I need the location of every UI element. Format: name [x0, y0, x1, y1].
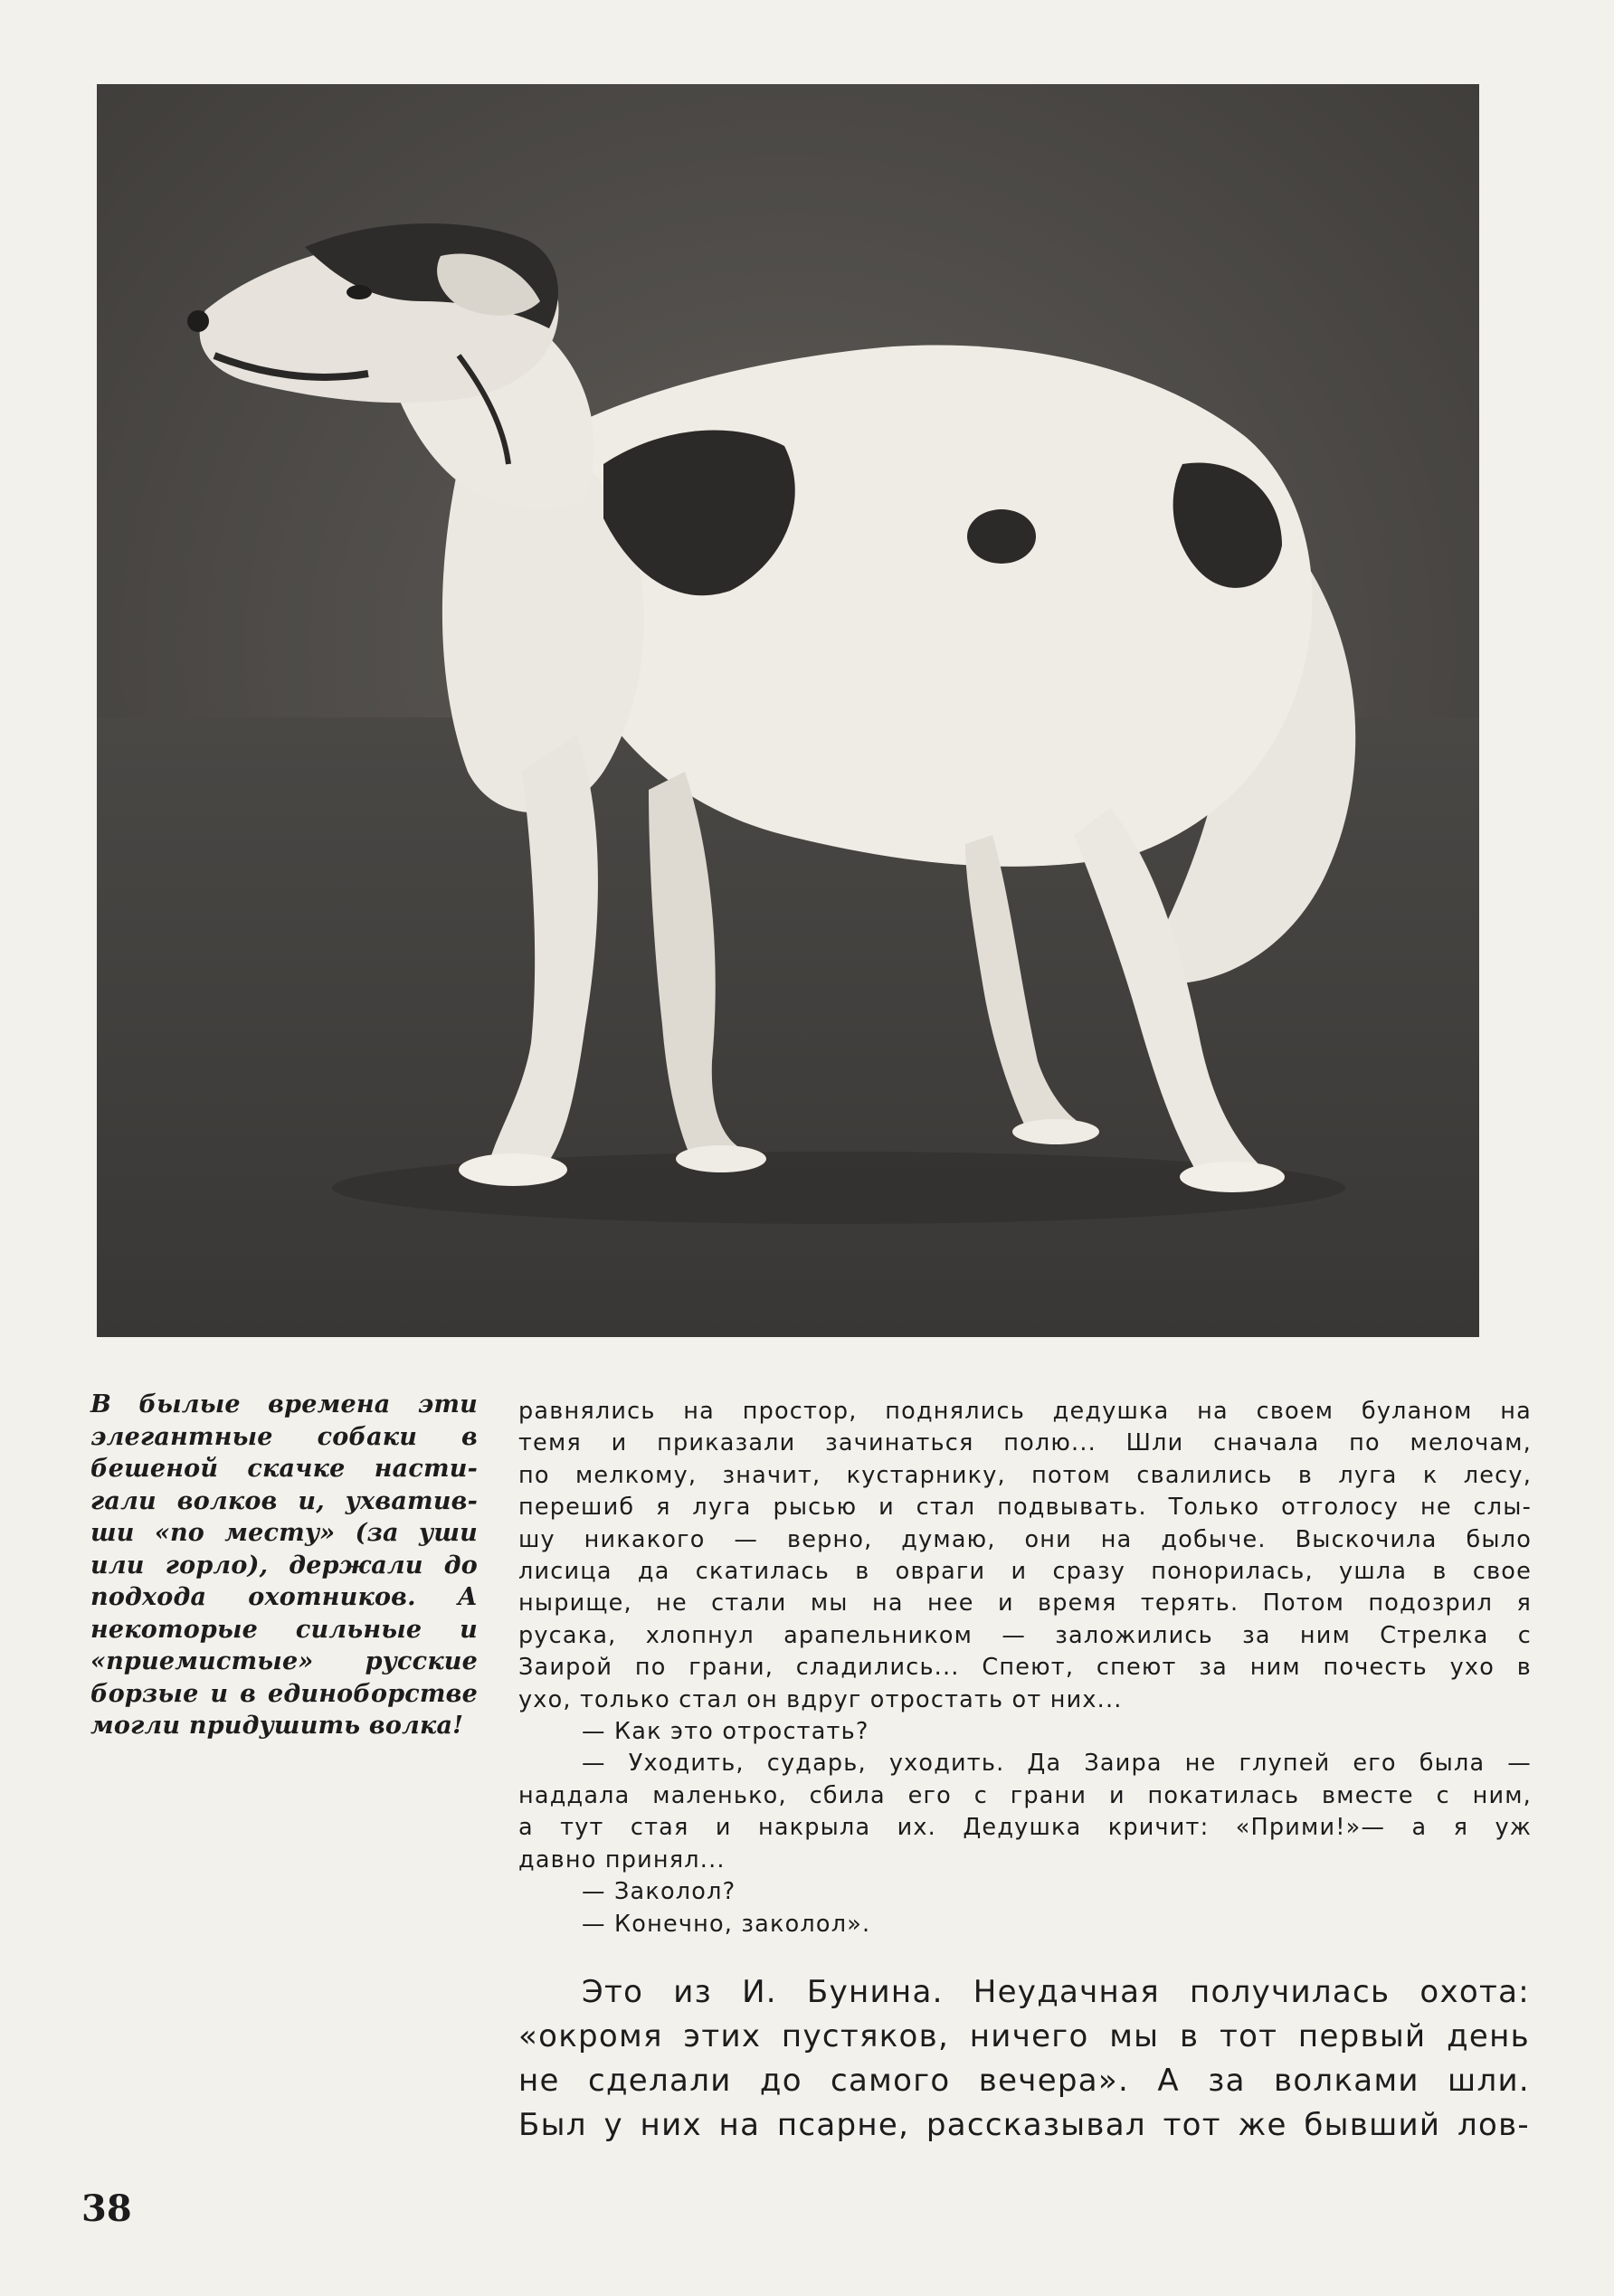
- text-line: Заирой по грани, сладились... Спеют, спеют за ним почесть ухо в: [518, 1654, 1532, 1682]
- page-number: 38: [81, 2187, 132, 2230]
- text-line: перешиб я луга рысью и стал подвывать. Только отголосу не слы-: [518, 1494, 1532, 1522]
- text-line: равнялись на простор, поднялись дедушка на своем буланом на: [518, 1398, 1532, 1425]
- dialogue-line: — Как это отростать?: [582, 1718, 869, 1746]
- borzoi-dog-image: [97, 84, 1479, 1337]
- text-line: темя и приказали зачинаться полю... Шли сначала по мелочам,: [518, 1429, 1532, 1457]
- caption-line: подхода охотников. А: [90, 1583, 478, 1611]
- caption-line: могли придушить волка!: [90, 1712, 464, 1740]
- borzoi-photo: [97, 84, 1479, 1337]
- dialogue-line: — Заколол?: [582, 1878, 736, 1906]
- text-line: лисица да скатилась в овраги и сразу понорилась, ушла в свое: [518, 1558, 1532, 1586]
- caption-line: борзые и в единоборстве: [90, 1679, 478, 1708]
- dialogue-line: — Конечно, заколол».: [582, 1910, 871, 1938]
- photo-caption: [90, 1389, 478, 1742]
- text-line: Это из И. Бунина. Неудачная получилась охота:: [582, 1974, 1530, 2010]
- text-line: по мелкому, значит, кустарнику, потом свалились в луга к лесу,: [518, 1461, 1532, 1489]
- caption-line: В былые времена эти: [90, 1390, 478, 1418]
- caption-line: некоторые сильные и: [90, 1615, 478, 1644]
- text-line: не сделали до самого вечера». А за волками шли.: [518, 2063, 1530, 2099]
- text-line: ухо, только стал он вдруг отростать от них...: [518, 1685, 1123, 1713]
- text-line: а тут стая и накрыла их. Дедушка кричит: «Прими!»— а я уж: [518, 1814, 1532, 1842]
- caption-line: бешеной скачке насти-: [90, 1455, 478, 1483]
- text-line: Был у них на псарне, рассказывал тот же бывший лов-: [518, 2107, 1530, 2143]
- text-line: «окромя этих пустяков, ничего мы в тот первый день: [518, 2018, 1530, 2054]
- caption-line: элегантные собаки в: [90, 1422, 478, 1451]
- caption-line: ши «по месту» (за уши: [90, 1519, 478, 1547]
- text-line: русака, хлопнул арапельником — заложились за ним Стрелка с: [518, 1621, 1532, 1649]
- main-text-block: [518, 1970, 1530, 2148]
- text-line: шу никакого — верно, думаю, они на добыче. Выскочила было: [518, 1525, 1532, 1553]
- dialogue-line: — Уходить, сударь, уходить. Да Заира не глупей его была —: [582, 1750, 1532, 1778]
- caption-line: «приемистые» русские: [90, 1647, 478, 1675]
- text-line: наддала маленько, сбила его с грани и покатилась вместе с ним,: [518, 1781, 1532, 1809]
- caption-line: или горло), держали до: [90, 1551, 478, 1580]
- caption-line: гали волков и, ухватив-: [90, 1486, 478, 1515]
- text-line: давно принял...: [518, 1845, 726, 1874]
- quoted-text-block: [518, 1396, 1532, 1940]
- text-line: нырище, не стали мы на нее и время терять. Потом подозрил я: [518, 1589, 1532, 1618]
